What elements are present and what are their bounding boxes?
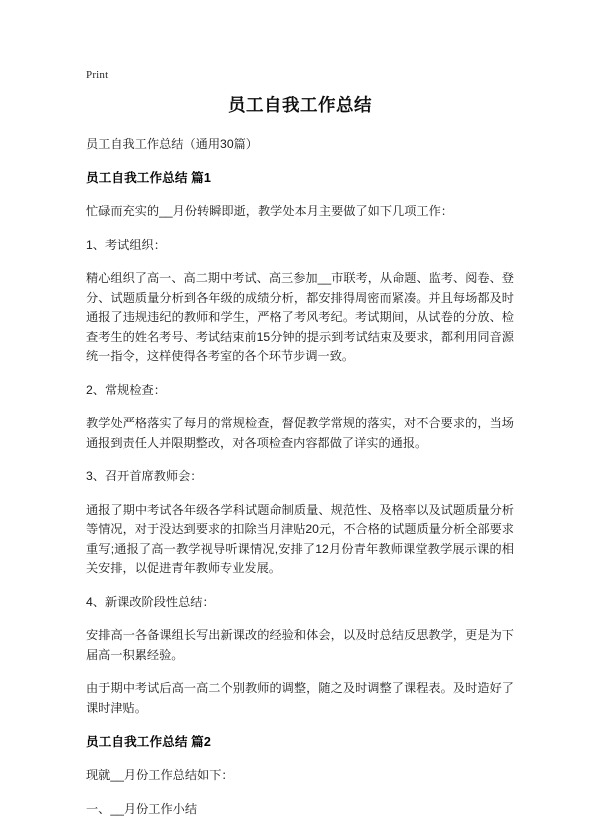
print-link[interactable]: Print <box>86 69 108 82</box>
document-blocks <box>86 168 514 819</box>
document-title: 员工自我工作总结 <box>86 92 514 118</box>
body-paragraph: 教学处严格落实了每月的常规检查，督促教学常规的落实，对不合要求的，当场通报到责任人并限期整改，对各项检查内容都做了详实的通报。 <box>86 414 514 453</box>
body-paragraph: 通报了期中考试各年级各学科试题命制质量、规范性、及格率以及试题质量分析等情况，对于没达到要求的扣除当月津贴20元，不合格的试题质量分析全部要求重写;通报了高一教学视导听课情况,安排了12月份青年教师课堂教学展示课的相关安排，以促进青年教师专业发展。 <box>86 501 514 579</box>
numbered-item: 2、常规检查： <box>86 381 514 401</box>
body-paragraph: 由于期中考试后高一高二个别教师的调整，随之及时调整了课程表。及时造好了课时津贴。 <box>86 679 514 718</box>
section-heading: 员工自我工作总结 篇2 <box>86 732 514 752</box>
document-subtitle: 员工自我工作总结（通用30篇） <box>86 135 514 154</box>
section-heading: 员工自我工作总结 篇1 <box>86 168 514 188</box>
body-paragraph: 安排高一各备课组长写出新课改的经验和体会，以及时总结反思教学，更是为下届高一积累经验。 <box>86 626 514 665</box>
print-toolbar <box>86 65 514 81</box>
numbered-item: 4、新课改阶段性总结： <box>86 593 514 613</box>
document-body <box>86 92 514 819</box>
body-paragraph: 现就__月份工作总结如下： <box>86 766 514 786</box>
numbered-item: 3、召开首席教师会： <box>86 467 514 487</box>
numbered-item: 1、考试组织： <box>86 236 514 256</box>
body-paragraph: 忙碌而充实的__月份转瞬即逝，教学处本月主要做了如下几项工作： <box>86 202 514 222</box>
body-paragraph: 精心组织了高一、高二期中考试、高三参加__市联考，从命题、监考、阅卷、登分、试题质量分析到各年级的成绩分析，都安排得周密而紧凑。并且每场都及时通报了违规违纪的教师和学生，严格了考风考纪。考试期间，从试卷的分放、检查考生的姓名考号、考试结束前15分钟的提示到考试结束及要求，都利用同音源统一指令，这样使得各考室的各个环节步调一致。 <box>86 269 514 367</box>
numbered-item: 一、__月份工作小结 <box>86 800 514 819</box>
